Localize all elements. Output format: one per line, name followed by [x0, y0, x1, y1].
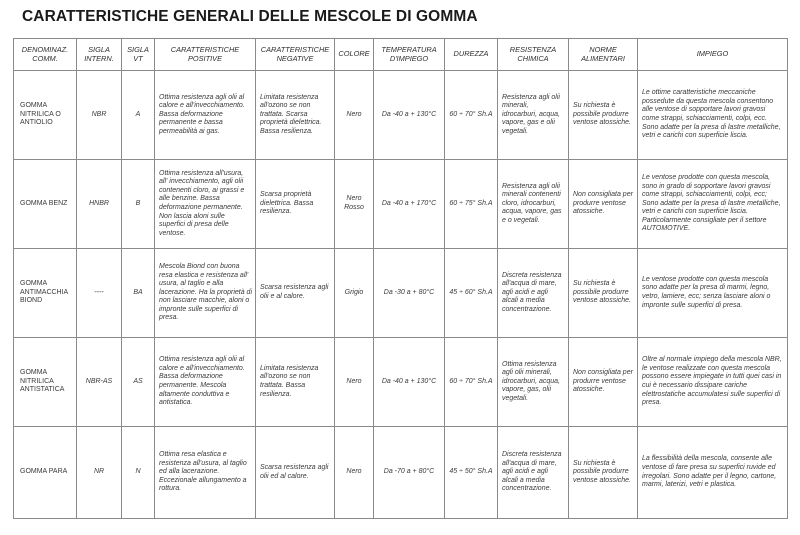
cell-sigla-intern: NR	[77, 427, 122, 519]
table-row	[14, 249, 788, 338]
cell-impiego: Le ventose prodotte con questa mescola, sono in grado di sopportare lavori gravosi come strappi, schiacciamenti, colpi, ecc; Sono adatte per la presa di lastre metalliche, vetri e carichi con superficie liscia. Particolarmente consigliate per il settore AUTOMOTIVE.	[638, 160, 788, 249]
page-title: CARATTERISTICHE GENERALI DELLE MESCOLE DI GOMMA	[22, 8, 478, 25]
cell-resistenza: Resistenza agli olii minerali contenenti cloro, idrocarburi, acqua, vapore, gas e o vegetali.	[498, 160, 569, 249]
cell-impiego: Le ventose prodotte con questa mescola sono adatte per la presa di marmi, legno, vetro, lamiere, ecc; senza lasciare aloni o impronte sulle superfici di presa.	[638, 249, 788, 338]
cell-durezza: 60 ÷ 75° Sh.A	[445, 160, 498, 249]
cell-denominazione: GOMMA NITRILICA O ANTIOLIO	[14, 71, 77, 160]
cell-temperatura: Da -40 a + 130°C	[374, 338, 445, 427]
colore-value-2: Rosso	[344, 204, 364, 211]
rubber-compounds-table	[13, 38, 788, 519]
cell-durezza: 60 ÷ 70° Sh.A	[445, 338, 498, 427]
cell-sigla-intern: NBR	[77, 71, 122, 160]
table-row	[14, 160, 788, 249]
cell-negative: Limitata resistenza all'ozono se non trattata. Scarsa proprietà dielettrica. Bassa resilienza.	[256, 71, 335, 160]
cell-norme: Su richiesta è possibile produrre ventose atossiche.	[569, 71, 638, 160]
cell-positive: Ottima resa elastica e resistenza all'usura, al taglio ed alla lacerazione. Eccezionale allungamento a rottura.	[155, 427, 256, 519]
cell-impiego: Le ottime caratteristiche meccaniche possedute da questa mescola consentono alle ventose di sopportare lavori gravosi come strappi, schiacciamenti, colpi, ecc. Sono adatte per la presa di lastre metalliche, vetri e carichi con superficie liscia.	[638, 71, 788, 160]
cell-resistenza: Ottima resistenza agli olii minerali, idrocarburi, acqua, vapore, gas, olii vegetali.	[498, 338, 569, 427]
cell-temperatura: Da -40 a + 130°C	[374, 71, 445, 160]
cell-denominazione: GOMMA BENZ	[14, 160, 77, 249]
cell-resistenza: Discreta resistenza all'acqua di mare, agli acidi e agli alcali a media concentrazione.	[498, 427, 569, 519]
cell-colore: Nero	[335, 71, 374, 160]
cell-colore: Nero	[335, 338, 374, 427]
cell-colore: Nero	[335, 427, 374, 519]
cell-norme: Non consigliata per produrre ventose atossiche.	[569, 160, 638, 249]
cell-temperatura: Da -40 a + 170°C	[374, 160, 445, 249]
header-durezza: DUREZZA	[445, 39, 498, 71]
header-row	[14, 39, 788, 71]
header-sigla-vt: SIGLA VT	[122, 39, 155, 71]
cell-sigla-vt: AS	[122, 338, 155, 427]
header-temperatura: TEMPERATURA D'IMPIEGO	[374, 39, 445, 71]
cell-negative: Scarsa proprietà dielettrica. Bassa resilienza.	[256, 160, 335, 249]
cell-positive: Mescola Biond con buona resa elastica e resistenza all' usura, al taglio e alla lacerazione. Ha la proprietà di non lasciare macchie, aloni o impronte sulle superfici di presa.	[155, 249, 256, 338]
cell-sigla-vt: N	[122, 427, 155, 519]
table-row	[14, 338, 788, 427]
cell-denominazione: GOMMA ANTIMACCHIA BIOND	[14, 249, 77, 338]
colore-value-1: Nero	[346, 195, 362, 203]
cell-sigla-intern: HNBR	[77, 160, 122, 249]
cell-positive: Ottima resistenza all'usura, all' invecchiamento, agli olii contenenti cloro, ai grassi e alle benzine. Bassa deformazione permanente. Non lascia aloni sulle superfici di presa delle ventose.	[155, 160, 256, 249]
cell-norme: Non consigliata per produrre ventose atossiche.	[569, 338, 638, 427]
cell-impiego: Oltre al normale impiego della mescola NBR, le ventose realizzate con questa mescola possono essere impiegate in tutti quei casi in cui è necessario dissipare cariche elettrostatiche accumulatesi sulle superfici di presa.	[638, 338, 788, 427]
header-sigla-intern: SIGLA INTERN.	[77, 39, 122, 71]
cell-norme: Su richiesta è possibile produrre ventose atossiche.	[569, 249, 638, 338]
header-negative: CARATTERISTICHE NEGATIVE	[256, 39, 335, 71]
header-positive: CARATTERISTICHE POSITIVE	[155, 39, 256, 71]
cell-sigla-intern: NBR-AS	[77, 338, 122, 427]
cell-temperatura: Da -30 a + 80°C	[374, 249, 445, 338]
cell-denominazione: GOMMA PARA	[14, 427, 77, 519]
cell-durezza: 45 ÷ 50° Sh.A	[445, 427, 498, 519]
cell-impiego: La flessibilità della mescola, consente alle ventose di fare presa su superfici ruvide ed irregolari. Sono adatte per il legno, cartone, marmi, laterizi, vetri e plastica.	[638, 427, 788, 519]
cell-resistenza: Discreta resistenza all'acqua di mare, agli acidi e agli alcali a media concentrazione.	[498, 249, 569, 338]
cell-colore: Grigio	[335, 249, 374, 338]
cell-negative: Scarsa resistenza agli olii ed al calore.	[256, 427, 335, 519]
table-row	[14, 427, 788, 519]
cell-temperatura: Da -70 a + 80°C	[374, 427, 445, 519]
cell-durezza: 45 ÷ 60° Sh.A	[445, 249, 498, 338]
header-norme: NORME ALIMENTARI	[569, 39, 638, 71]
cell-positive: Ottima resistenza agli olii al calore e all'invecchiamento. Bassa deformazione permanente. Mescola altamente conduttiva e antistatica.	[155, 338, 256, 427]
cell-resistenza: Resistenza agli olii minerali, idrocarburi, acqua, vapore, gas e olii vegetali.	[498, 71, 569, 160]
header-impiego: IMPIEGO	[638, 39, 788, 71]
cell-sigla-vt: BA	[122, 249, 155, 338]
cell-sigla-vt: B	[122, 160, 155, 249]
header-resistenza: RESISTENZA CHIMICA	[498, 39, 569, 71]
cell-positive: Ottima resistenza agli olii al calore e all'invecchiamento. Bassa deformazione permanente e bassa permeabilità ai gas.	[155, 71, 256, 160]
table-row	[14, 71, 788, 160]
cell-norme: Su richiesta è possibile produrre ventose atossiche.	[569, 427, 638, 519]
cell-denominazione: GOMMA NITRILICA ANTISTATICA	[14, 338, 77, 427]
header-denominazione: DENOMINAZ. COMM.	[14, 39, 77, 71]
header-colore: COLORE	[335, 39, 374, 71]
cell-negative: Limitata resistenza all'ozono se non trattata. Bassa resilienza.	[256, 338, 335, 427]
cell-negative: Scarsa resistenza agli olii e al calore.	[256, 249, 335, 338]
cell-colore	[335, 160, 374, 249]
cell-sigla-intern: ----	[77, 249, 122, 338]
cell-sigla-vt: A	[122, 71, 155, 160]
cell-durezza: 60 ÷ 70° Sh.A	[445, 71, 498, 160]
